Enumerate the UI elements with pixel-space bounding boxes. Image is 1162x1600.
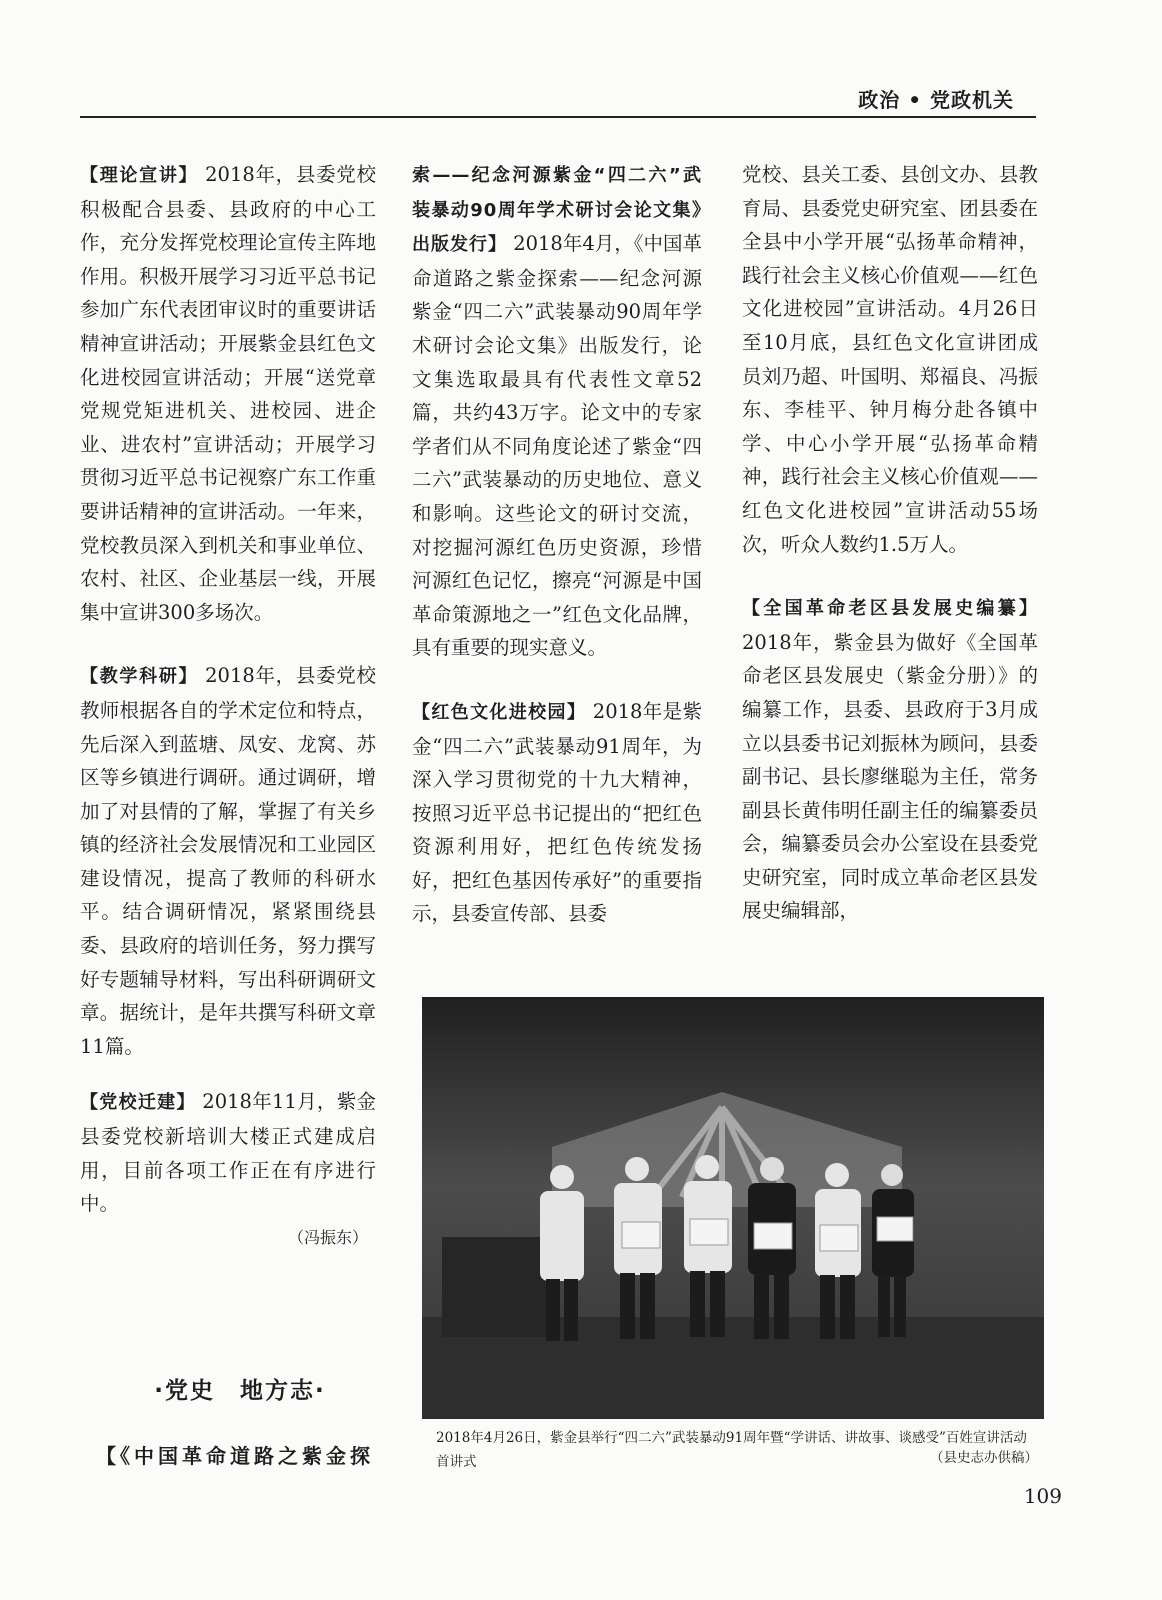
heading-teaching-research: 【教学科研】 xyxy=(80,666,199,688)
text-school-relocation: 2018年11月，紫金县委党校新培训大楼正式建成启用，目前各项工作正在有序进行中。 xyxy=(80,1090,376,1216)
page-number: 109 xyxy=(1023,1484,1062,1508)
paragraph-history-compilation xyxy=(742,591,1038,928)
paragraph-red-culture-cont: 党校、县关工委、县创文办、县教育局、县委党史研究室、团县委在全县中小学开展“弘扬革命精神，践行社会主义核心价值观——红色文化进校园”宣讲活动。4月26日至10月底，县红色文化宣讲团成员刘乃超、叶国明、郑福良、冯振东、李桂平、钟月梅分赴各镇中学、中心小学开展“弘扬革命精神，践行社会主义核心价值观——红色文化进校园”宣讲活动55场次，听众人数约1.5万人。 xyxy=(742,163,1038,556)
header-rule xyxy=(80,116,1036,118)
paragraph-book-publication xyxy=(412,158,702,665)
heading-red-culture: 【红色文化进校园】 xyxy=(412,701,587,723)
heading-school-relocation: 【党校迁建】 xyxy=(80,1092,196,1114)
column-3 xyxy=(742,158,1038,928)
paragraph-school-relocation xyxy=(80,1085,376,1220)
text-theory-lectures: 2018年，县委党校积极配合县委、县政府的中心工作，充分发挥党校理论宣传主阵地作用。积极开展学习习近平总书记参加广东代表团审议时的重要讲话精神宣讲活动；开展紫金县红色文化进校园宣讲活动；开展“送党章党规党矩进机关、进校园、进企业、进农村”宣讲活动；开展学习贯彻习近平总书记视察广东工作重要讲话精神的宣讲活动。一年来，党校教员深入到机关和事业单位、农村、社区、企业基层一线，开展集中宣讲300多场次。 xyxy=(80,163,376,624)
event-photo xyxy=(422,997,1044,1419)
photo-credit: （县史志办供稿） xyxy=(930,1450,1038,1466)
paragraph-red-culture xyxy=(412,695,702,931)
photo-caption xyxy=(436,1426,1038,1474)
text-book-publication: 2018年4月，《中国革命道路之紫金探索——纪念河源紫金“四二六”武装暴动90周年学术研讨会论文集》出版发行，论文集选取最具有代表性文章52篇，共约43万字。论文中的专家学者们从不同角度论述了紫金“四二六”武装暴动的历史地位、意义和影响。这些论文的研讨交流，对挖掘河源红色历史资源，珍惜河源红色记忆，擦亮“河源是中国革命策源地之一”红色文化品牌，具有重要的现实意义。 xyxy=(412,232,702,660)
heading-theory-lectures: 【理论宣讲】 xyxy=(80,165,199,186)
heading-book-publication: 索——纪念河源紫金“四二六”武装暴动90周年学术研讨会论文集》出版发行】 xyxy=(412,165,702,256)
column-1 xyxy=(80,158,376,1254)
paragraph-theory-lectures xyxy=(80,158,376,629)
caption-text: 2018年4月26日，紫金县举行“四二六”武装暴动91周年暨“学讲话、讲故事、谈感受”百姓宣讲活动首讲式 xyxy=(436,1430,1027,1470)
section-title: ·党史 地方志· xyxy=(154,1378,326,1404)
running-header: 政治 • 党政机关 xyxy=(858,88,1014,112)
text-red-culture: 2018年是紫金“四二六”武装暴动91周年，为深入学习贯彻党的十九大精神，按照习近平总书记提出的“把红色资源利用好，把红色传统发扬好，把红色基因传承好”的重要指示，县委宣传部、县委 xyxy=(412,699,702,926)
author-signature: （冯振东） xyxy=(287,1227,368,1247)
text-teaching-research: 2018年，县委党校教师根据各自的学术定位和特点，先后深入到蓝塘、凤安、龙窝、苏区等乡镇进行调研。通过调研，增加了对县情的了解，掌握了有关乡镇的经济社会发展情况和工业园区建设情况，提高了教师的科研水平。结合调研情况，紧紧围绕县委、县政府的培训任务，努力撰写好专题辅导材料，写出科研调研文章。据统计，是年共撰写科研文章11篇。 xyxy=(80,664,376,1058)
paragraph-teaching-research xyxy=(80,659,376,1063)
heading-history-compilation: 【全国革命老区县发展史编纂】 xyxy=(742,598,1038,620)
article-heading-start: 【《中国革命道路之紫金探 xyxy=(96,1444,374,1468)
text-history-compilation: 2018年，紫金县为做好《全国革命老区县发展史（紫金分册）》的编纂工作，县委、县政府于3月成立以县委书记刘振林为顾问，县委副书记、县长廖继聪为主任，常务副县长黄伟明任副主任的编纂委员会，编纂委员会办公室设在县委党史研究室，同时成立革命老区县发展史编辑部， xyxy=(742,630,1038,923)
column-2 xyxy=(412,158,702,931)
